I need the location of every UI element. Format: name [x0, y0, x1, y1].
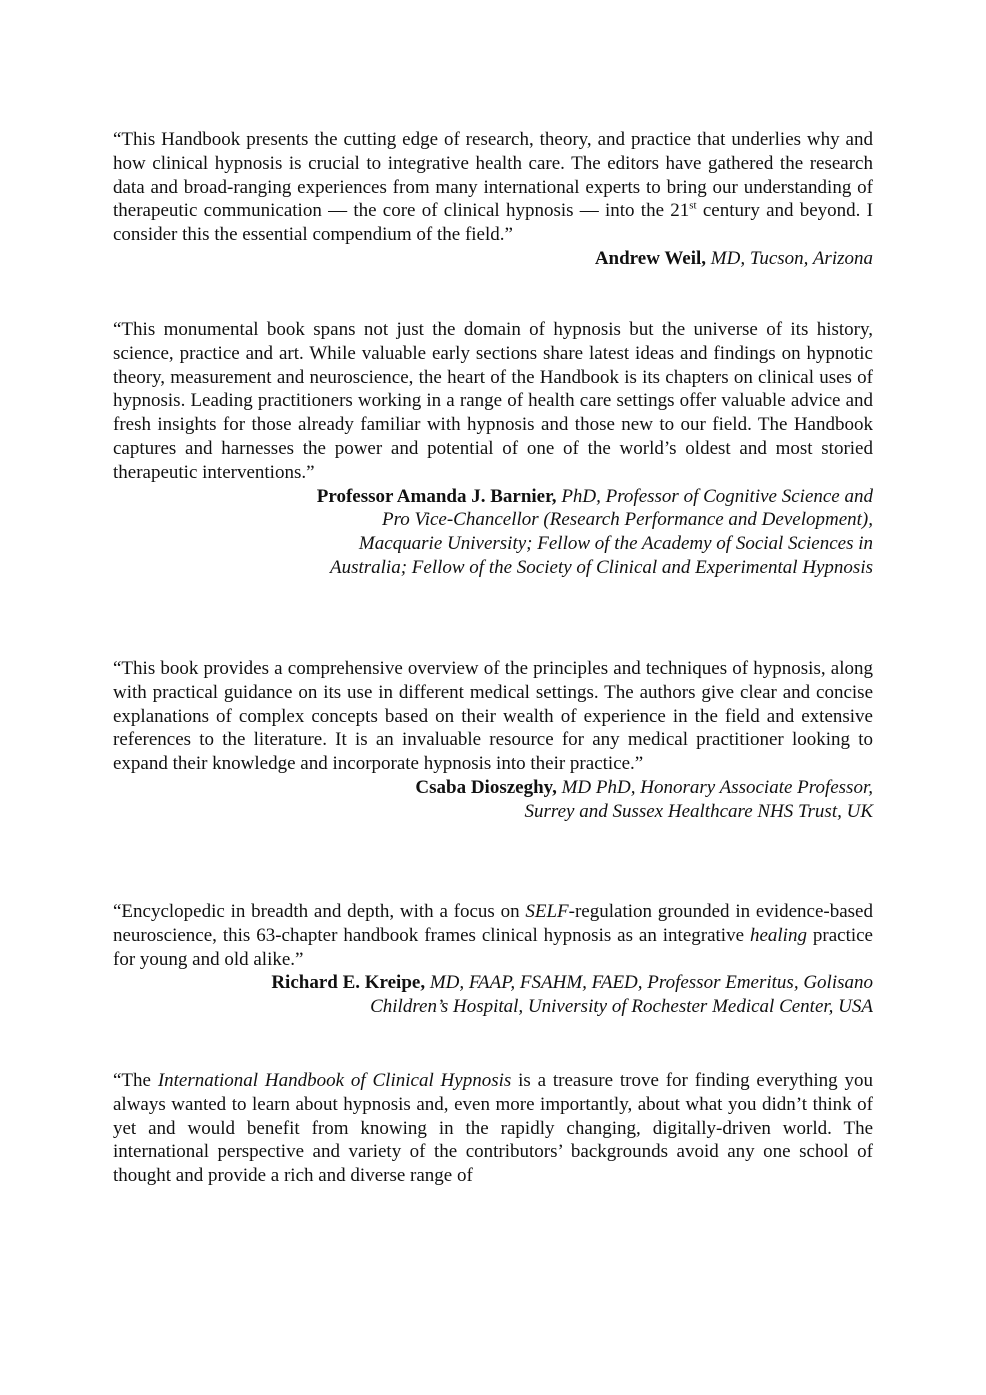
endorser-credentials: Macquarie University; Fellow of the Academy of Social Sciences in	[358, 533, 873, 555]
endorsement-dioszeghy	[113, 657, 873, 824]
endorsement-quote	[113, 128, 873, 247]
endorsement-barnier	[113, 318, 873, 580]
endorsement-quote: “This book provides a comprehensive overview of the principles and techniques of hypnosis, along with practical guidance on its use in different medical settings. The authors give clear and concise explanations of complex concepts based on their wealth of experience in the field and extensive references to the literature. It is an invaluable resource for any medical practitioner looking to expand their knowledge and incorporate hypnosis into their practice.”	[113, 658, 873, 775]
endorser-credentials: Pro Vice-Chancellor (Research Performance and Development),	[381, 509, 873, 531]
endorser-credentials: PhD, Professor of Cognitive Science and	[556, 485, 873, 507]
quote-text: -regulation grounded in evidence-based neuroscience, this 63-chapter handbook frames clinical hypnosis as an integrative	[113, 901, 873, 946]
quote-emphasis: healing	[749, 924, 807, 946]
endorsement-quote: “This monumental book spans not just the domain of hypnosis but the universe of its history, science, practice and art. While valuable early sections share latest ideas and findings on hypnotic theory, measurement and neuroscience, the heart of the Handbook is its chapters on clinical uses of hypnosis. Leading practitioners working in a range of health care settings offer valuable advice and fresh insights for those already familiar with hypnosis and those new to our field. The Handbook captures and harnesses the power and potential of one of the world’s oldest and most storied therapeutic interventions.”	[113, 319, 873, 483]
endorsement-weil	[113, 128, 873, 271]
endorser-credentials: Children’s Hospital, University of Rochester Medical Center, USA	[370, 996, 873, 1018]
endorsement-attribution	[113, 247, 873, 271]
ordinal-suffix: st	[689, 200, 697, 213]
quote-text: practice for young and old alike.”	[113, 924, 873, 970]
endorser-name: Professor Amanda J. Barnier,	[316, 485, 557, 507]
endorser-name: Richard E. Kreipe,	[271, 972, 426, 994]
endorsement-attribution	[113, 485, 873, 580]
book-title: International Handbook of Clinical Hypnosis	[157, 1070, 512, 1091]
quote-text: “The	[113, 1070, 158, 1091]
endorser-credentials: MD, Tucson, Arizona	[706, 247, 873, 269]
endorsement-attribution	[113, 776, 873, 824]
endorsement-kreipe	[113, 900, 873, 1019]
endorser-credentials: Surrey and Sussex Healthcare NHS Trust, UK	[524, 800, 873, 822]
endorser-name: Andrew Weil,	[594, 247, 707, 269]
endorsement-attribution	[113, 971, 873, 1019]
endorsement-quote	[113, 900, 873, 971]
quote-text: “This Handbook presents the cutting edge of research, theory, and practice that underlies why and how clinical hypnosis is crucial to integrative health care. The editors have gathered the research data and broad-ranging experiences from many international experts to bring our understanding of therapeutic communication — the core of clinical hypnosis — into the 21	[113, 129, 873, 222]
quote-text: is a treasure trove for finding everything you always wanted to learn about hypnosis and, even more importantly, about what you didn’t think of yet and would benefit from knowing in the rapidly changing, digitally-driven world. The international perspective and variety of the contributors’ backgrounds avoid any one school of thought and provide a rich and diverse range of	[113, 1070, 873, 1187]
endorsement-international-handbook	[113, 1069, 873, 1188]
endorser-name: Csaba Dioszeghy,	[415, 776, 557, 798]
endorsement-quote	[113, 1069, 873, 1188]
quote-text: century and beyond. I consider this the essential compendium of the field.”	[113, 200, 873, 246]
quote-text: “Encyclopedic in breadth and depth, with a focus on	[113, 901, 526, 922]
endorser-credentials: Australia; Fellow of the Society of Clinical and Experimental Hypnosis	[329, 556, 873, 578]
endorser-credentials: MD PhD, Honorary Associate Professor,	[556, 776, 873, 798]
endorser-credentials: MD, FAAP, FSAHM, FAED, Professor Emeritus, Golisano	[425, 972, 873, 994]
quote-emphasis: SELF	[525, 901, 569, 922]
